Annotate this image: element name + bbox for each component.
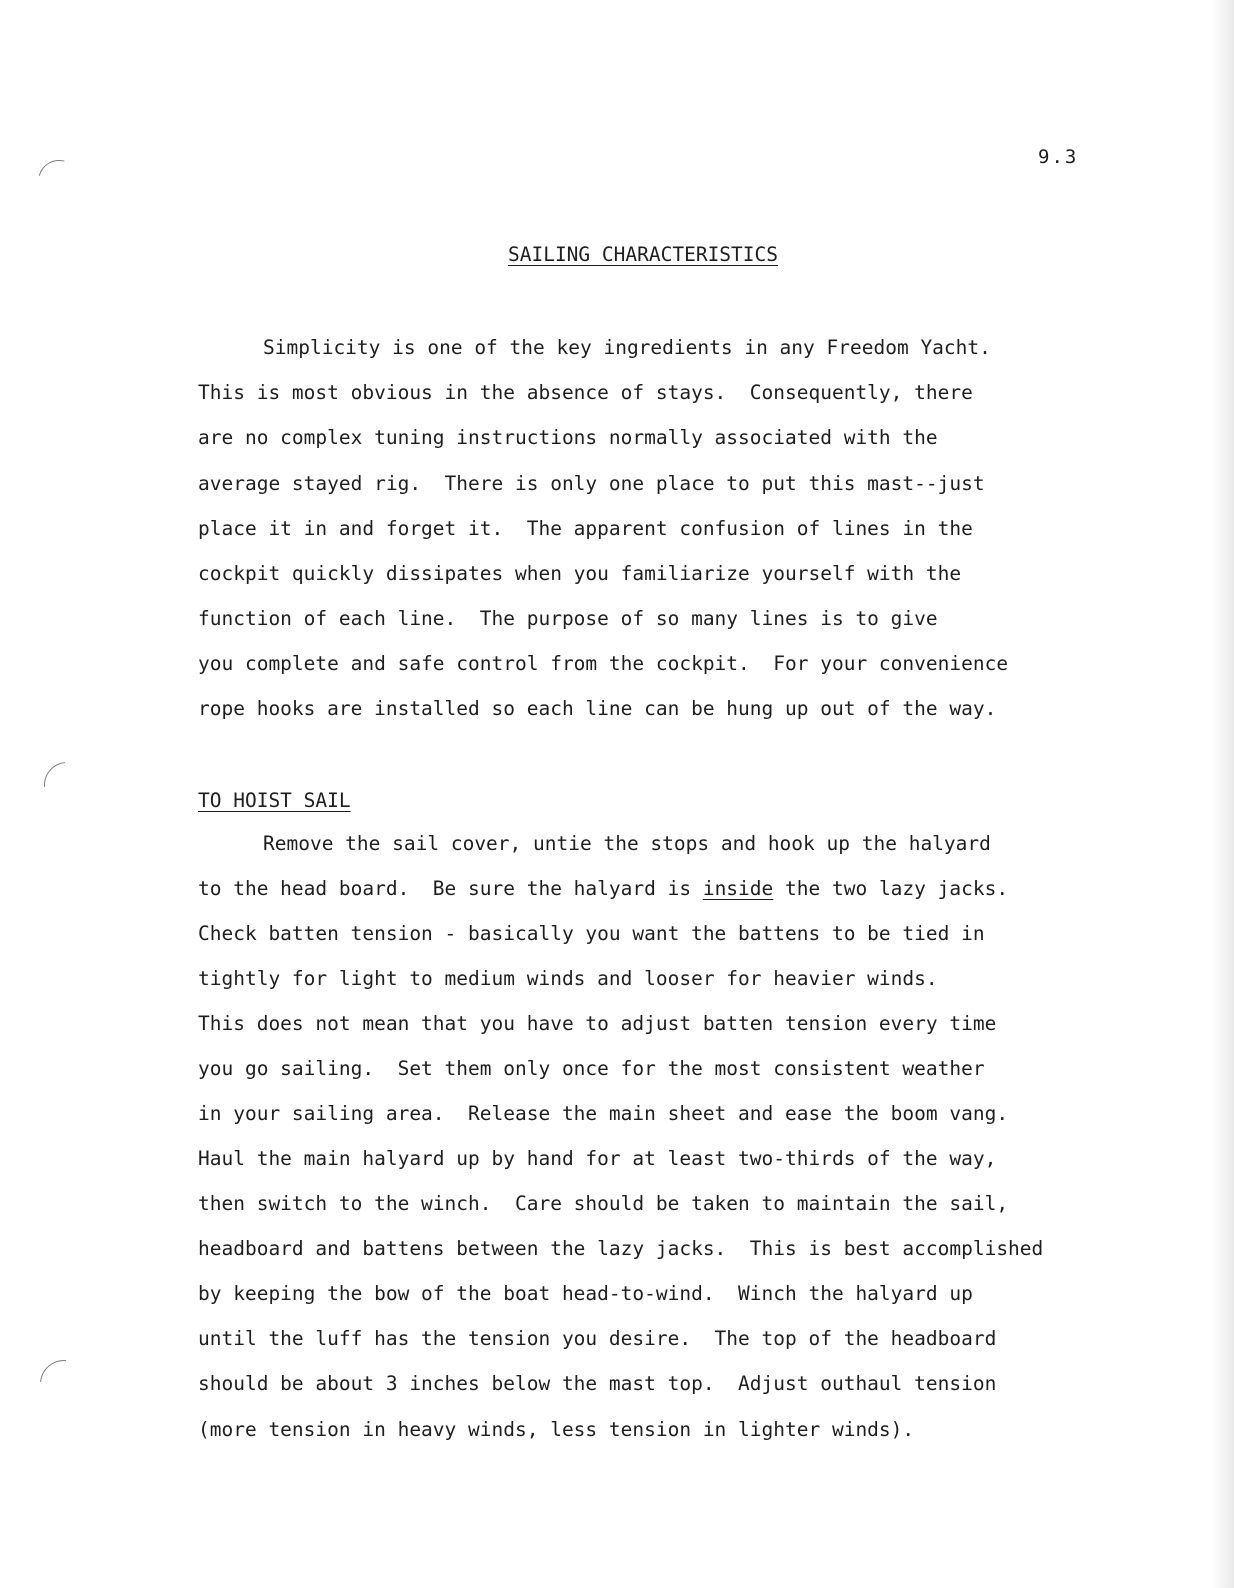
text-segment: the two lazy jacks. bbox=[773, 877, 1009, 900]
text-segment: to the head board. Be sure the halyard is bbox=[198, 877, 703, 900]
paragraph-line: by keeping the bow of the boat head-to-wind. Winch the halyard up bbox=[198, 1282, 973, 1305]
page-number: 9.3 bbox=[1038, 146, 1079, 168]
scan-edge-shadow bbox=[1212, 0, 1234, 1588]
paragraph-line: until the luff has the tension you desire. The top of the headboard bbox=[198, 1327, 997, 1350]
paragraph-line: function of each line. The purpose of so many lines is to give bbox=[198, 607, 938, 630]
paragraph-line: place it in and forget it. The apparent confusion of lines in the bbox=[198, 517, 973, 540]
paragraph-line: should be about 3 inches below the mast top. Adjust outhaul tension bbox=[198, 1372, 997, 1395]
paragraph-line: are no complex tuning instructions normally associated with the bbox=[198, 426, 938, 449]
paragraph-line: This does not mean that you have to adjust batten tension every time bbox=[198, 1012, 997, 1035]
paragraph-line: then switch to the winch. Care should be taken to maintain the sail, bbox=[198, 1192, 1009, 1215]
paragraph-line: you go sailing. Set them only once for the most consistent weather bbox=[198, 1057, 985, 1080]
paragraph-line: headboard and battens between the lazy jacks. This is best accomplished bbox=[198, 1237, 1044, 1260]
section-heading: TO HOIST SAIL bbox=[198, 789, 351, 812]
paragraph-line: Simplicity is one of the key ingredients in any Freedom Yacht. bbox=[263, 336, 991, 359]
binder-hole-mark bbox=[30, 1350, 98, 1418]
paragraph-line: tightly for light to medium winds and looser for heavier winds. bbox=[198, 967, 938, 990]
page-title: SAILING CHARACTERISTICS bbox=[507, 243, 779, 266]
binder-hole-mark bbox=[30, 152, 87, 209]
paragraph-line: Remove the sail cover, untie the stops and hook up the halyard bbox=[263, 832, 991, 855]
paragraph-line: in your sailing area. Release the main sheet and ease the boom vang. bbox=[198, 1102, 1009, 1125]
paragraph-line: (more tension in heavy winds, less tension in lighter winds). bbox=[198, 1418, 915, 1441]
paragraph-line: Haul the main halyard up by hand for at least two-thirds of the way, bbox=[198, 1147, 997, 1170]
paragraph-line: Check batten tension - basically you want the battens to be tied in bbox=[198, 922, 985, 945]
paragraph-line: rope hooks are installed so each line can be hung up out of the way. bbox=[198, 697, 997, 720]
paragraph-line bbox=[198, 879, 1008, 899]
paragraph-line: This is most obvious in the absence of stays. Consequently, there bbox=[198, 381, 973, 404]
paragraph-line: cockpit quickly dissipates when you familiarize yourself with the bbox=[198, 562, 962, 585]
binder-hole-mark bbox=[35, 753, 100, 818]
paragraph-line: average stayed rig. There is only one place to put this mast--just bbox=[198, 472, 985, 495]
paragraph-line: you complete and safe control from the cockpit. For your convenience bbox=[198, 652, 1009, 675]
emphasized-word: inside bbox=[702, 877, 774, 900]
